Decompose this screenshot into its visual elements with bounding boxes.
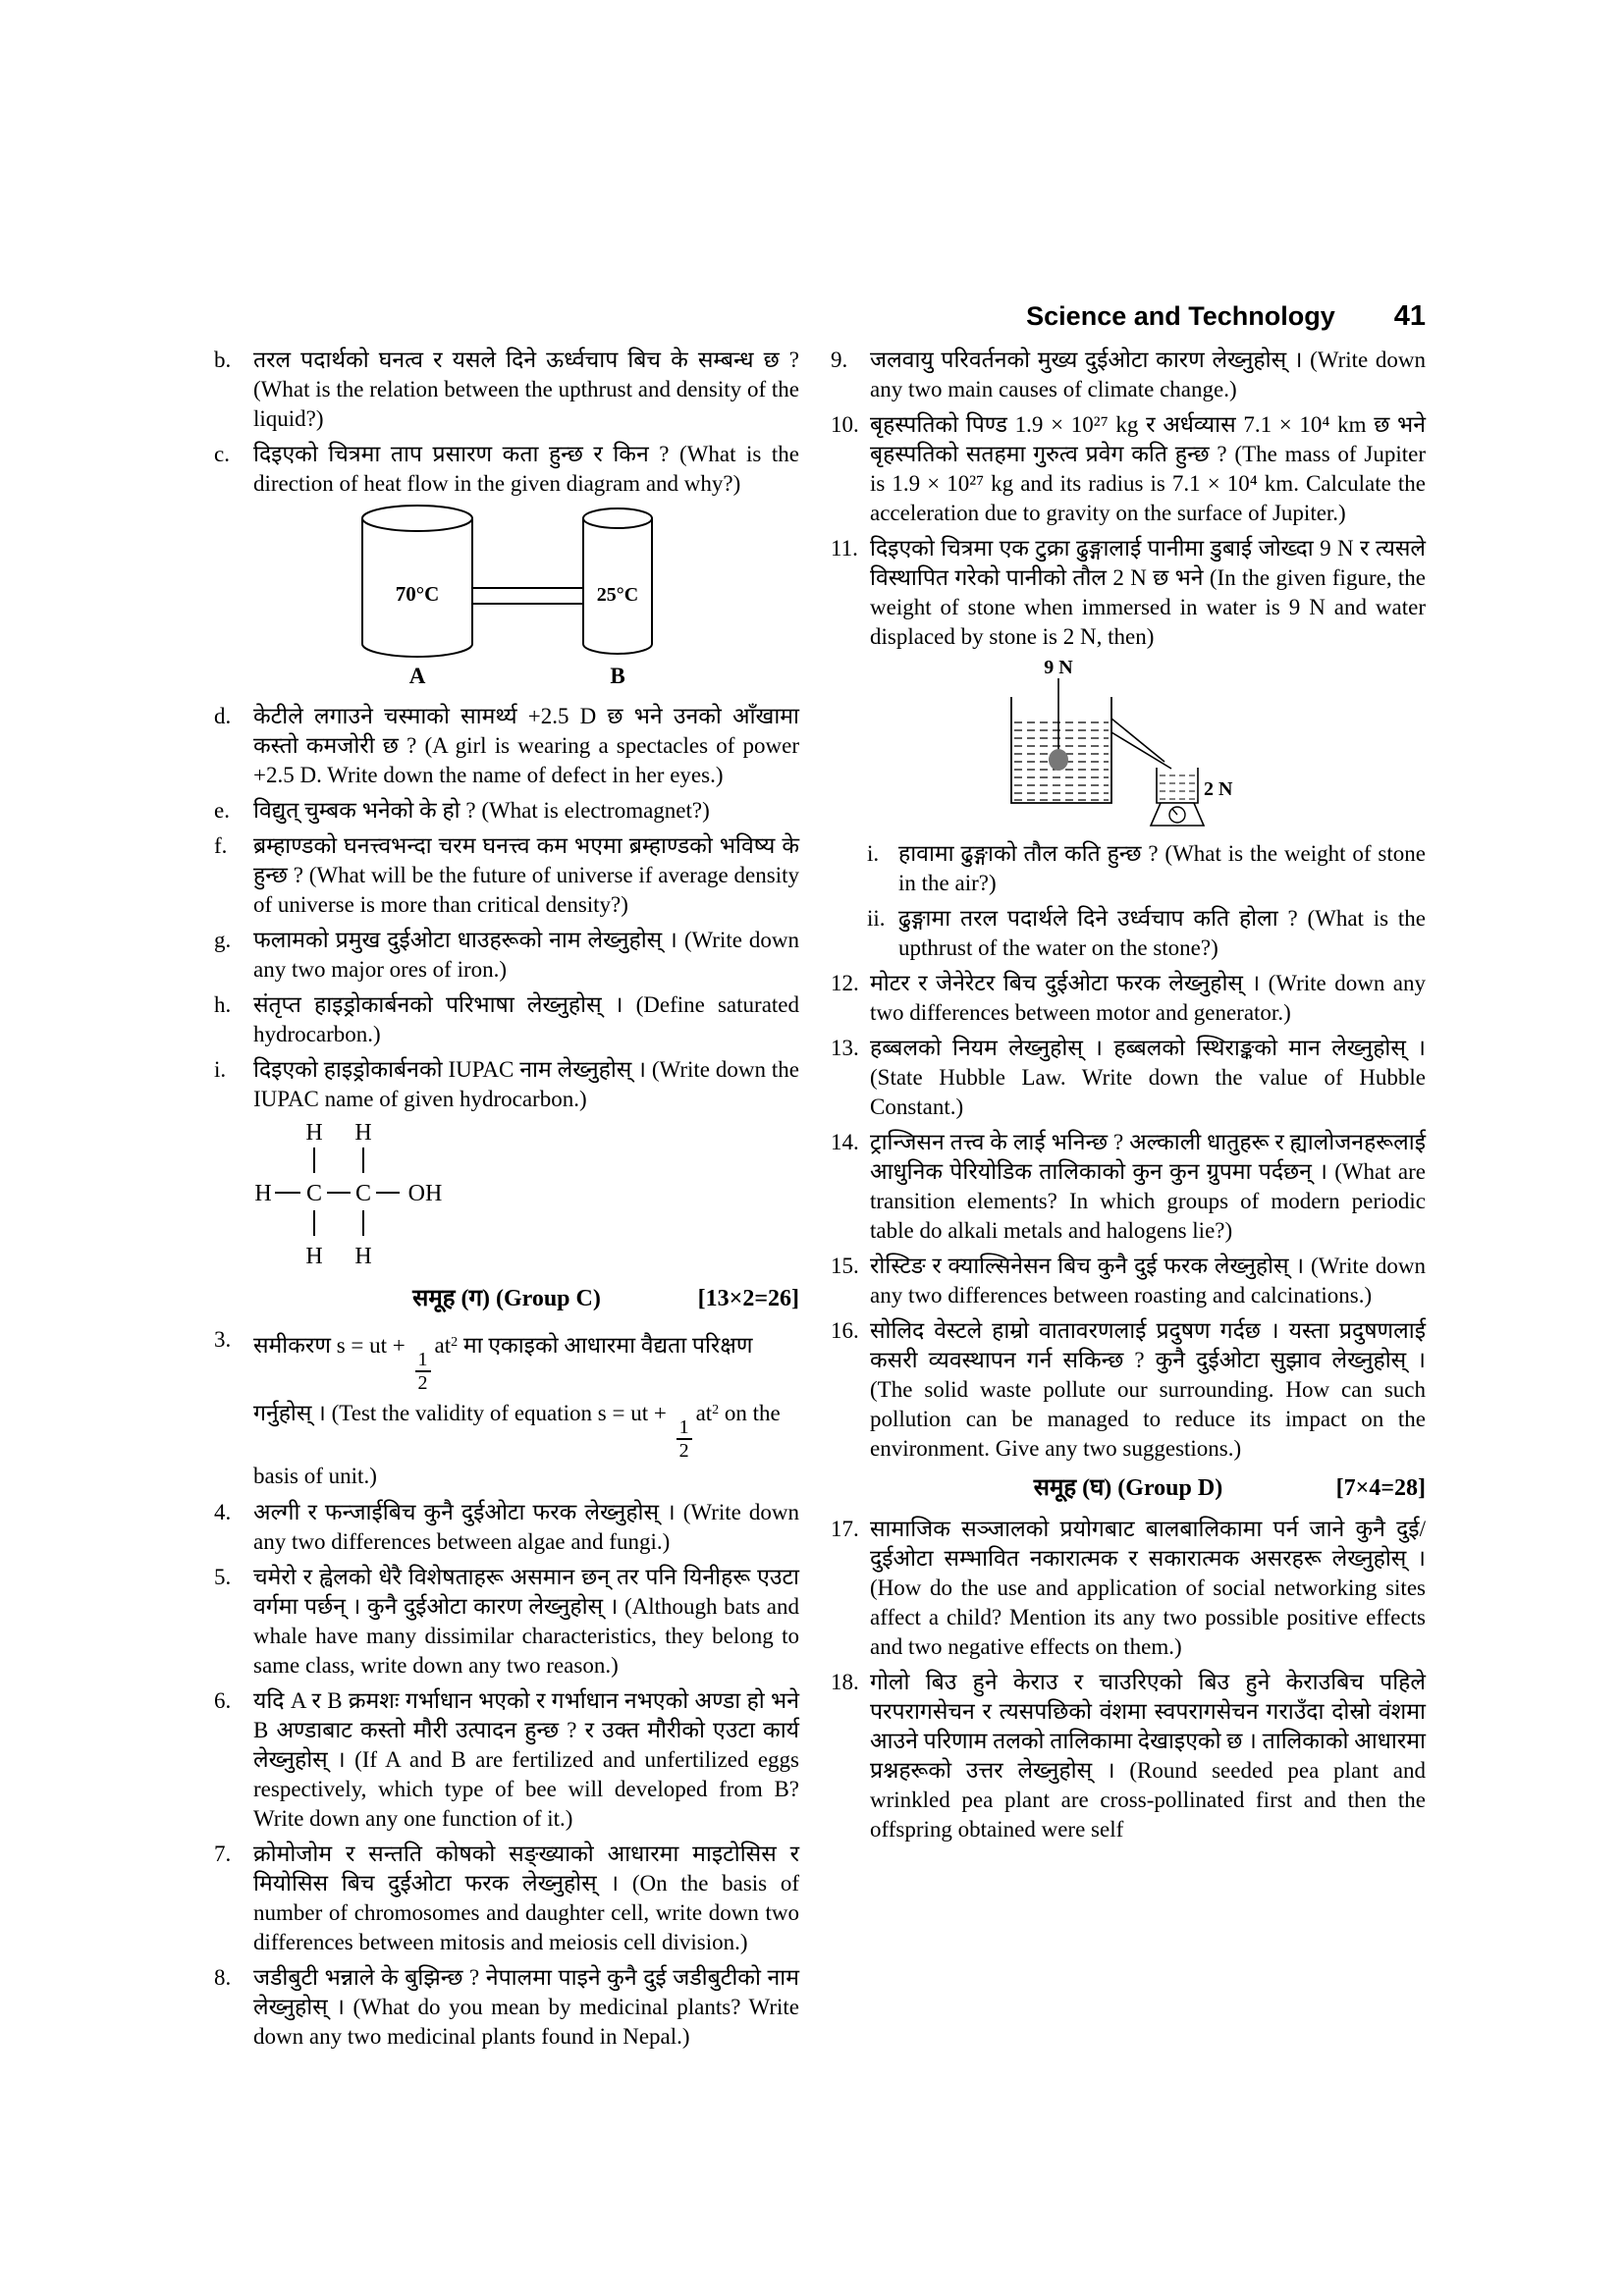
page-header — [831, 300, 1426, 333]
question-number: h. — [214, 992, 232, 1017]
question-number: d. — [214, 704, 232, 728]
group-d-marks: [7×4=28] — [1335, 1475, 1426, 1501]
question-item-14 — [831, 1128, 1426, 1246]
question-number: 17. — [831, 1517, 859, 1541]
subquestion-text: हावामा ढुङ्गाको तौल कति हुन्छ ? (What is the weight of stone in the air?) — [898, 841, 1426, 895]
figure-heat-conduction — [360, 505, 799, 694]
question-number: 9. — [831, 347, 848, 372]
question-item-7 — [214, 1840, 799, 1957]
question-number: 4. — [214, 1500, 232, 1524]
subquestion-text: ढुङ्गामा तरल पदार्थले दिने उर्ध्वचाप कति होला ? (What is the upthrust of the water on the stone?) — [898, 906, 1426, 960]
atom-h-bottom-right: H — [354, 1244, 372, 1269]
atom-c2: C — [354, 1181, 372, 1206]
group-c-title: समूह (ग) (Group C) — [412, 1286, 601, 1311]
question-text: फलामको प्रमुख दुईओटा धाउहरूको नाम लेख्नुहोस् । (Write down any two major ores of iron.) — [253, 928, 799, 982]
question-item-f — [214, 831, 799, 920]
atom-c1: C — [305, 1181, 323, 1206]
subquestion-number: i. — [867, 841, 880, 866]
group-d-heading — [831, 1473, 1426, 1503]
fraction-half: $\frac{1}{2}$ — [677, 1417, 692, 1461]
question-text: दिइएको चित्रमा ताप प्रसारण कता हुन्छ र किन ? (What is the direction of heat flow in the given diagram and why?) — [253, 442, 799, 496]
overflow-can-outline — [1157, 768, 1198, 803]
question-number: c. — [214, 442, 230, 466]
question-number: 11. — [831, 536, 858, 561]
subquestion-item-ii — [867, 904, 1426, 963]
equation-line-1: समीकरण s = ut + $\frac{1}{2}$ $at^2$ मा एकाइको आधारमा वैद्यता परिक्षण — [253, 1333, 753, 1394]
subquestion-item-i — [867, 839, 1426, 898]
group-d-title: समूह (घ) (Group D) — [1033, 1475, 1223, 1501]
question-number: 10. — [831, 412, 859, 437]
question-text: दिइएको हाइड्रोकार्बनको IUPAC नाम लेख्नुहोस् । (Write down the IUPAC name of given hydrocarbon.) — [253, 1057, 799, 1111]
question-text: बृहस्पतिको पिण्ड 1.9 × 10²⁷ kg र अर्धव्यास 7.1 × 10⁴ km छ भने बृहस्पतिको सतहमा गुरुत्व प्रवेग कति हुन्छ ? (The mass of Jupiter is 1.9 × 10²⁷ kg and its radius is 7.1 × 10⁴ km. Calculate the acceleration due to gravity on the surface of Jupiter.) — [870, 412, 1426, 525]
displacement-diagram — [1007, 658, 1238, 828]
figure-hydrocarbon-structure — [253, 1120, 799, 1274]
question-item-10 — [831, 410, 1426, 528]
question-number: 5. — [214, 1565, 232, 1589]
stone — [1049, 749, 1068, 771]
question-text: यदि A र B क्रमशः गर्भाधान भएको र गर्भाधान नभएको अण्डा हो भने B अण्डाबाट कस्तो मौरी उत्पादन हुन्छ ? र उक्त मौरीको एउटा कार्य लेख्नुहोस् । (If A and B are fertilized and unfertilized eggs respectively, which type of bee will developed from B? Write down any one function of it.) — [253, 1688, 799, 1831]
atom-h-left: H — [254, 1181, 272, 1206]
question-item-18 — [831, 1668, 1426, 1844]
question-number: 14. — [831, 1130, 859, 1154]
equation-line-3: basis of unit.) — [253, 1464, 377, 1488]
question-text: क्रोमोजोम र सन्तति कोषको सङ्ख्याको आधारमा माइटोसिस र मियोसिस बिच दुईओटा फरक लेख्नुहोस् । (On the basis of number of chromosomes and daughter cell, write down two differences between mitosis and meiosis cell division.) — [253, 1842, 799, 1954]
question-text: जलवायु परिवर्तनको मुख्य दुईओटा कारण लेख्नुहोस् । (Write down any two main causes of climate change.) — [870, 347, 1426, 401]
question-number: b. — [214, 347, 232, 372]
question-text: संतृप्त हाइड्रोकार्बनको परिभाषा लेख्नुहोस् । (Define saturated hydrocarbon.) — [253, 992, 799, 1046]
question-number: g. — [214, 928, 232, 952]
right-column — [831, 346, 1426, 1850]
question-number: 15. — [831, 1254, 859, 1278]
cylinder-b-label: B — [610, 664, 625, 688]
atom-h-top-left: H — [305, 1120, 323, 1146]
question-item-8 — [214, 1963, 799, 2052]
question-number: 16. — [831, 1318, 859, 1343]
question-text: केटीले लगाउने चस्माको सामर्थ्य +2.5 D छ भने उनको आँखामा कस्तो कमजोरी छ ? (A girl is wearing a spectacles of power +2.5 D. Write down the name of defect in her eyes.) — [253, 704, 799, 787]
question-number: 8. — [214, 1965, 232, 1990]
heat-conduction-diagram — [360, 505, 655, 689]
spout-upper-line — [1111, 719, 1164, 762]
question-number: 6. — [214, 1688, 232, 1713]
question-number: 18. — [831, 1670, 859, 1694]
cylinder-b-top — [583, 508, 652, 528]
question-text: ट्रान्जिसन तत्त्व के लाई भनिन्छ ? अल्काली धातुहरू र ह्यालोजनहरूलाई आधुनिक पेरियोडिक तालिकाको कुन कुन ग्रुपमा पर्दछन् । (What are transition elements? In which groups of modern periodic table do alkali metals and halogens lie?) — [870, 1130, 1426, 1243]
question-text: गोलो बिउ हुने केराउ र चाउरिएको बिउ हुने केराउबिच पहिले परपरागसेचन र त्यसपछिको वंशमा स्वपरागसेचन गराउँदा दोस्रो वंशमा आउने परिणाम तलको तालिकामा देखाइएको छ । तालिकाको आधारमा प्रश्नहरूको उत्तर लेख्नुहोस् । (Round seeded pea plant and wrinkled pea plant are cross-pollinated first and then the offspring obtained were self — [870, 1670, 1426, 1842]
question-item-9 — [831, 346, 1426, 404]
question-item-c — [214, 440, 799, 499]
question-text: हब्बलको नियम लेख्नुहोस् । हब्बलको स्थिराङ्कको मान लेख्नुहोस् । (State Hubble Law. Write down the value of Hubble Constant.) — [870, 1036, 1426, 1119]
group-c-heading — [214, 1284, 799, 1313]
question-item-4 — [214, 1498, 799, 1557]
question-number: 13. — [831, 1036, 859, 1060]
question-text: सोलिद वेस्टले हाम्रो वातावरणलाई प्रदुषण गर्दछ । यस्ता प्रदुषणलाई कसरी व्यवस्थापन गर्न सकिन्छ ? कुनै दुईओटा सुझाव लेख्नुहोस् । (The solid waste pollute our surrounding. How can such pollution can be managed to reduce its impact on the environment. Give any two suggestions.) — [870, 1318, 1426, 1461]
weight-in-water-label: 9 N — [1044, 658, 1073, 678]
question-text: ब्रम्हाण्डको घनत्त्वभन्दा चरम घनत्त्व कम भएमा ब्रम्हाण्डको भविष्य के हुन्छ ? (What will be the future of universe if average density of universe is more than critical density?) — [253, 833, 799, 917]
question-item-i — [214, 1055, 799, 1114]
equation-line-2: गर्नुहोस् । (Test the validity of equation s = ut + $\frac{1}{2}$ $at^2$ on the — [253, 1401, 781, 1462]
question-item-b — [214, 346, 799, 434]
cylinder-a-top — [362, 506, 472, 531]
question-text: रोस्टिङ र क्याल्सिनेसन बिच कुनै दुई फरक लेख्नुहोस् । (Write down any two differences between roasting and calcinations.) — [870, 1254, 1426, 1308]
cylinder-a-label: A — [408, 664, 426, 688]
overflow-water-lines — [1160, 775, 1195, 799]
subquestion-number: ii. — [867, 906, 886, 931]
question-text: अल्गी र फन्जाईबिच कुनै दुईओटा फरक लेख्नुहोस् । (Write down any two differences between algae and fungi.) — [253, 1500, 799, 1554]
question-item-16 — [831, 1316, 1426, 1464]
question-number: 3. — [214, 1327, 232, 1352]
fraction-half: $\frac{1}{2}$ — [415, 1350, 431, 1393]
question-text: विद्युत् चुम्बक भनेको के हो ? (What is electromagnet?) — [253, 798, 710, 823]
question-text — [253, 1325, 799, 1492]
group-c-marks: [13×2=26] — [697, 1286, 799, 1311]
figure-stone-displacement — [1007, 658, 1426, 833]
page-number: 41 — [1393, 300, 1426, 332]
question-item-d — [214, 702, 799, 790]
cylinder-b-temperature: 25°C — [596, 584, 639, 606]
connecting-rod — [470, 588, 588, 604]
spout-lower-line — [1111, 732, 1171, 769]
question-text: दिइएको चित्रमा एक टुक्रा ढुङ्गालाई पानीमा डुबाई जोख्दा 9 N र त्यसले विस्थापित गरेको पानीको तौल 2 N छ भने (In the given figure, the weight of stone when immersed in water is 9 N and water displaced by stone is 2 N, then) — [870, 536, 1426, 649]
question-number: i. — [214, 1057, 227, 1082]
question-item-g — [214, 926, 799, 985]
question-item-11 — [831, 534, 1426, 652]
question-item-3 — [214, 1325, 799, 1492]
displaced-water-label: 2 N — [1204, 778, 1233, 800]
question-number: e. — [214, 798, 230, 823]
page-title: Science and Technology — [1026, 301, 1335, 331]
question-text: तरल पदार्थको घनत्व र यसले दिने ऊर्ध्वचाप बिच के सम्बन्ध छ ? (What is the relation between the upthrust and density of the liquid?) — [253, 347, 799, 431]
question-number: f. — [214, 833, 228, 858]
question-text: मोटर र जेनेरेटर बिच दुईओटा फरक लेख्नुहोस् । (Write down any two differences between motor and generator.) — [870, 971, 1426, 1025]
question-item-13 — [831, 1034, 1426, 1122]
question-text: सामाजिक सञ्जालको प्रयोगबाट बालबालिकामा पर्न जाने कुनै दुई/दुईओटा सम्भावित नकारात्मक र सकारात्मक असरहरू लेख्नुहोस् । (How do the use and application of social networking sites affect a child? Mention its any two possible positive effects and two negative effects on them.) — [870, 1517, 1426, 1659]
question-number: 7. — [214, 1842, 232, 1866]
question-item-15 — [831, 1252, 1426, 1310]
atom-oh: OH — [407, 1181, 443, 1206]
question-item-12 — [831, 969, 1426, 1028]
question-number: 12. — [831, 971, 859, 995]
question-item-6 — [214, 1686, 799, 1834]
structural-formula-diagram — [253, 1120, 460, 1269]
question-item-5 — [214, 1563, 799, 1681]
question-item-e — [214, 796, 799, 826]
atom-h-bottom-left: H — [305, 1244, 323, 1269]
question-text: चमेरो र ह्वेलको धेरै विशेषताहरू असमान छन् तर पनि यिनीहरू एउटा वर्गमा पर्छन् । कुनै दुईओटा कारण लेख्नुहोस् । (Although bats and whale have many dissimilar characteristics, they belong to same class, write down any two reason.) — [253, 1565, 799, 1678]
question-11-subitems — [867, 839, 1426, 963]
question-item-h — [214, 990, 799, 1049]
atom-h-top-right: H — [354, 1120, 372, 1146]
question-item-17 — [831, 1515, 1426, 1662]
left-column — [214, 346, 799, 2057]
question-text: जडीबुटी भन्नाले के बुझिन्छ ? नेपालमा पाइने कुनै दुई जडीबुटीको नाम लेख्नुहोस् । (What do you mean by medicinal plants? Write down any two medicinal plants found in Nepal.) — [253, 1965, 799, 2049]
cylinder-a-temperature: 70°C — [395, 582, 440, 606]
